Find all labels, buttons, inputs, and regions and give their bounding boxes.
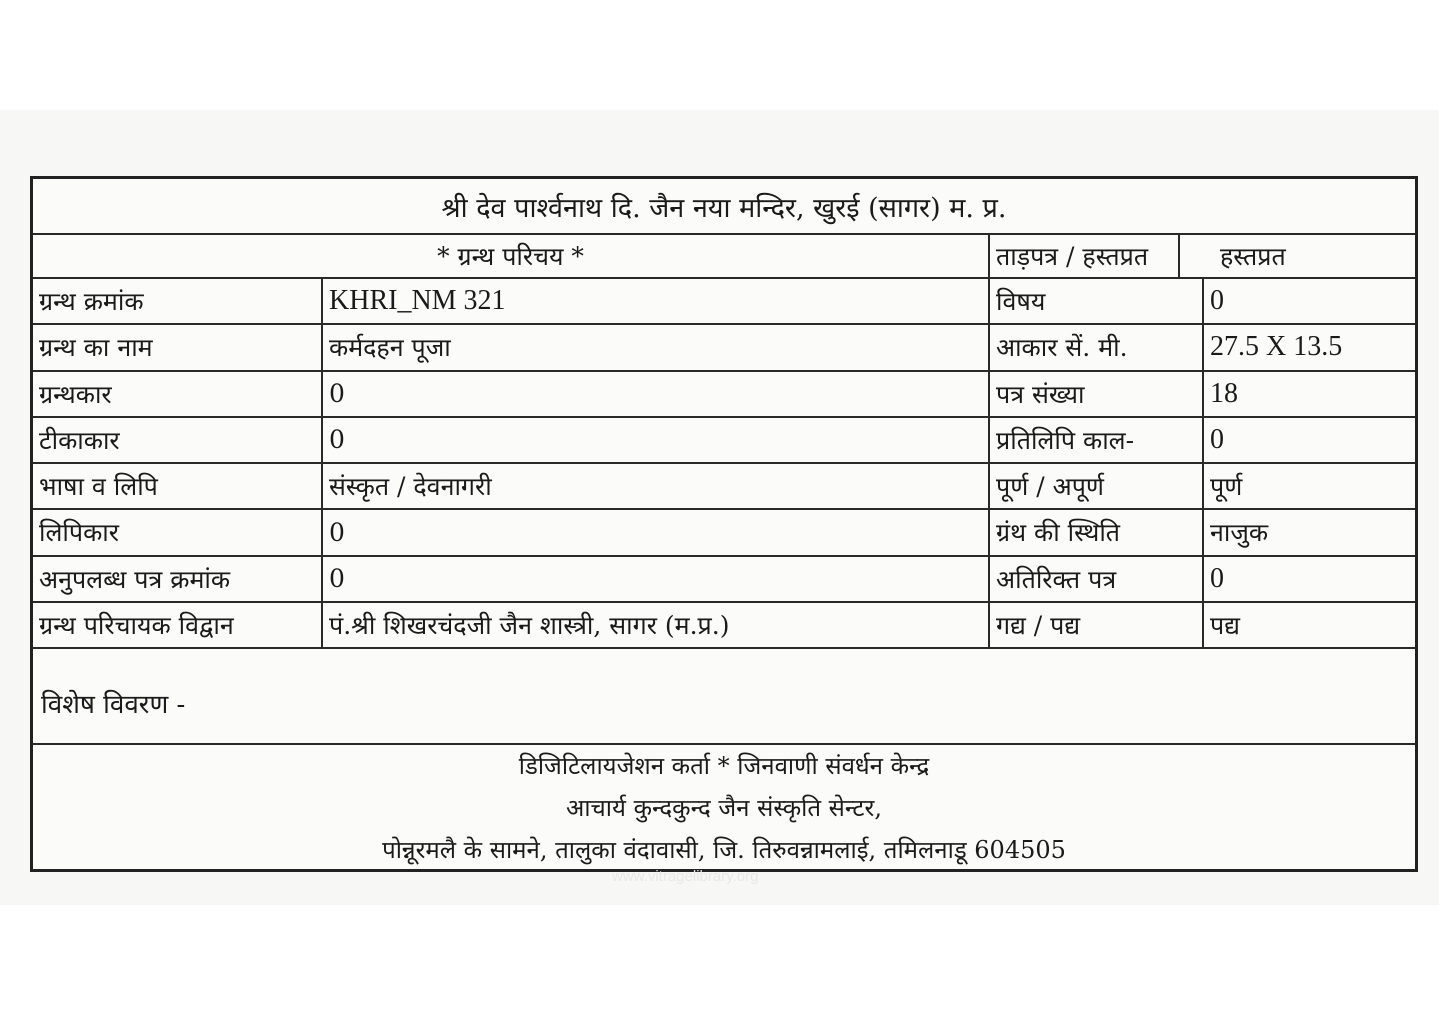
field-value-2: पूर्ण: [1202, 464, 1415, 508]
field-value-2: 0: [1202, 279, 1415, 323]
field-value: 0: [321, 510, 988, 554]
title-row: [33, 179, 1415, 235]
special-details: [33, 649, 1415, 745]
field-label: ग्रन्थकार: [39, 379, 112, 409]
field-value-2: नाजुक: [1202, 510, 1415, 554]
info-row: [33, 325, 1415, 371]
info-row: [33, 464, 1415, 510]
info-row: [33, 603, 1415, 649]
info-row: [33, 418, 1415, 464]
footer: [33, 745, 1415, 869]
field-value: 0: [321, 418, 988, 462]
field-label: ग्रन्थ का नाम: [39, 333, 153, 363]
field-value: 0: [321, 557, 988, 601]
info-row: [33, 557, 1415, 603]
field-label: भाषा व लिपि: [39, 472, 158, 502]
footer-line-2: आचार्य कुन्दकुन्द जैन संस्कृति सेन्टर,: [566, 794, 882, 822]
field-label: लिपिकार: [39, 518, 120, 548]
field-label-2: विषय: [988, 279, 1202, 323]
footer-line-3: पोन्नूरमलै के सामने, तालुका वंदावासी, जि. तिरुवन्नामलाई, तमिलनाडू 604505: [382, 836, 1066, 864]
type-value: हस्तप्रत: [1178, 235, 1415, 277]
field-label-2: अतिरिक्त पत्र: [988, 557, 1202, 601]
watermark: www.vitragelibrary.org: [612, 868, 759, 885]
special-details-label: विशेष विवरण -: [41, 690, 186, 720]
field-label-2: पूर्ण / अपूर्ण: [988, 464, 1202, 508]
field-label-2: प्रतिलिपि काल-: [988, 418, 1202, 462]
field-label: ग्रन्थ क्रमांक: [39, 287, 144, 317]
field-value: कर्मदहन पूजा: [321, 325, 988, 369]
section-row: [33, 235, 1415, 279]
footer-line-1: डिजिटिलायजेशन कर्ता * जिनवाणी संवर्धन केन्द्र: [518, 752, 930, 780]
field-label-2: गद्य / पद्य: [988, 603, 1202, 647]
field-label-2: पत्र संख्या: [988, 372, 1202, 416]
field-value: KHRI_NM 321: [321, 279, 988, 323]
field-value-2: पद्य: [1202, 603, 1415, 647]
field-label-2: आकार सें. मी.: [988, 325, 1202, 369]
info-row: [33, 372, 1415, 418]
field-value-2: 0: [1202, 557, 1415, 601]
field-value: 0: [321, 372, 988, 416]
field-label-2: ग्रंथ की स्थिति: [988, 510, 1202, 554]
section-label: * ग्रन्थ परिचय *: [437, 242, 584, 271]
field-label: ग्रन्थ परिचायक विद्वान: [39, 610, 234, 640]
catalog-card: [30, 176, 1418, 872]
field-value-2: 0: [1202, 418, 1415, 462]
field-value: पं.श्री शिखरचंदजी जैन शास्त्री, सागर (म.प्र.): [321, 603, 988, 647]
field-value: संस्कृत / देवनागरी: [321, 464, 988, 508]
field-value-2: 18: [1202, 372, 1415, 416]
field-label: अनुपलब्ध पत्र क्रमांक: [39, 564, 231, 594]
field-value-2: 27.5 X 13.5: [1202, 325, 1415, 369]
info-row: [33, 510, 1415, 556]
type-label: ताड़पत्र / हस्तप्रत: [988, 235, 1178, 277]
info-row: [33, 279, 1415, 325]
field-label: टीकाकार: [39, 425, 120, 455]
library-title: श्री देव पार्श्वनाथ दि. जैन नया मन्दिर, खुरई (सागर) म. प्र.: [441, 192, 1007, 224]
